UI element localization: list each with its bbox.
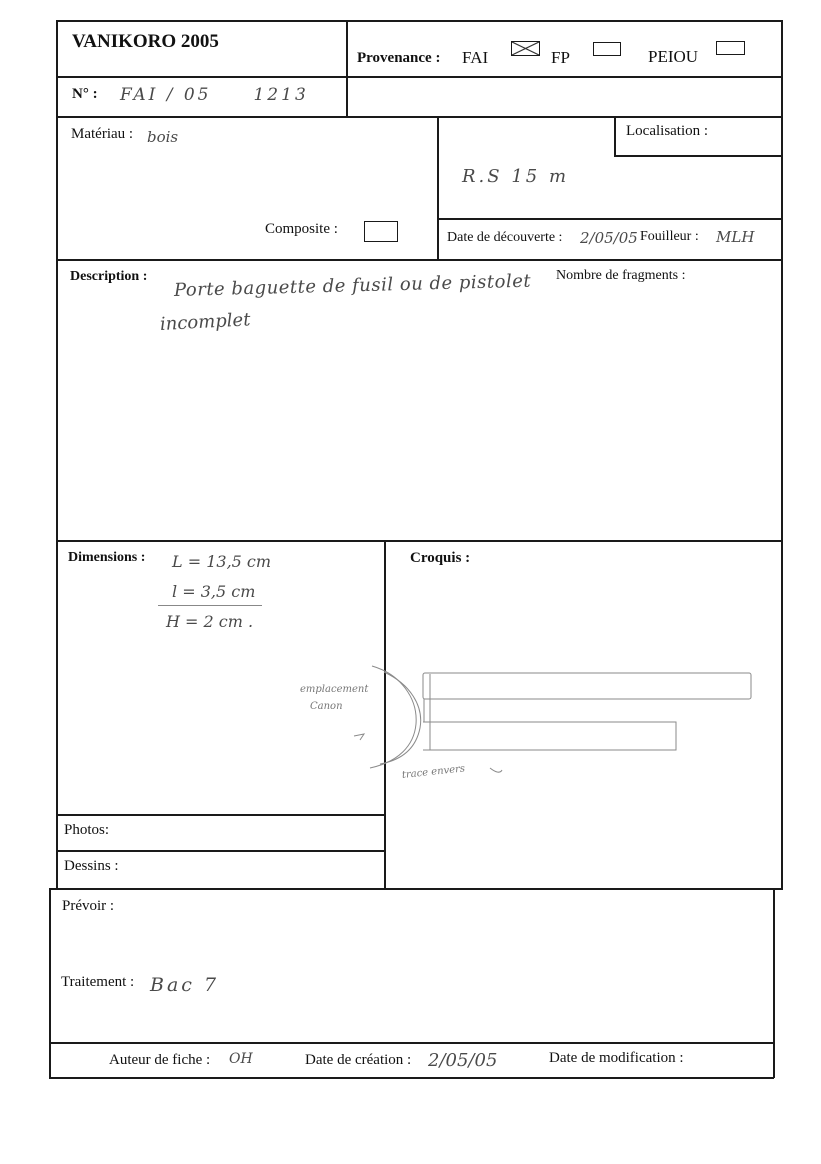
date-row-top: [437, 218, 782, 220]
date-creation-value[interactable]: 2/05/05: [428, 1050, 498, 1071]
form-title: VANIKORO 2005: [72, 31, 219, 52]
photos-top: [56, 814, 385, 816]
fouilleur-value[interactable]: MLH: [716, 228, 755, 246]
croquis-note-trace: trace envers: [401, 763, 466, 781]
loc-box-bottom: [614, 155, 782, 157]
dessins-top: [56, 850, 385, 852]
cross-mark-icon: [512, 42, 539, 55]
frame-right-lower: [773, 888, 775, 1078]
prov-option-peiou: PEIOU: [648, 47, 699, 66]
croquis-label: Croquis :: [410, 550, 471, 566]
prevoir-label: Prévoir :: [62, 898, 115, 914]
row-line-2: [56, 116, 782, 118]
prov-checkbox-fai[interactable]: [511, 41, 540, 56]
prov-checkbox-peiou[interactable]: [716, 41, 745, 55]
materiau-label: Matériau :: [71, 126, 134, 142]
croquis-note-canon: Canon: [310, 701, 343, 712]
provenance-label: Provenance :: [357, 50, 441, 66]
auteur-label: Auteur de fiche :: [109, 1052, 211, 1068]
dimension-length[interactable]: L = 13,5 cm: [172, 552, 272, 571]
prov-option-fai: FAI: [462, 48, 489, 67]
materiau-value[interactable]: bois: [147, 128, 179, 146]
composite-label: Composite :: [265, 221, 338, 237]
dimension-height[interactable]: H = 2 cm .: [166, 612, 254, 631]
auteur-value[interactable]: OH: [229, 1051, 253, 1067]
localisation-label: Localisation :: [626, 123, 709, 139]
section-line-3: [56, 259, 782, 261]
dessins-label: Dessins :: [64, 858, 119, 874]
frame-left-lower: [49, 888, 51, 1078]
frame-bottom: [49, 1077, 774, 1079]
prov-checkbox-fp[interactable]: [593, 42, 621, 56]
description-line-1[interactable]: Porte baguette de fusil ou de pistolet: [173, 270, 532, 301]
date-decouverte-value[interactable]: 2/05/05: [580, 229, 638, 247]
frame-left-upper: [56, 20, 58, 890]
dimension-width[interactable]: l = 3,5 cm: [172, 582, 256, 601]
traitement-value[interactable]: Bac 7: [150, 974, 220, 996]
date-creation-label: Date de création :: [305, 1052, 412, 1068]
description-line-2[interactable]: incomplet: [159, 309, 251, 335]
dimension-underline: [158, 605, 262, 606]
description-label: Description :: [70, 269, 148, 284]
date-modification-label: Date de modification :: [549, 1050, 684, 1066]
loc-box-left: [614, 116, 616, 156]
section-line-5: [49, 888, 782, 890]
dimensions-label: Dimensions :: [68, 550, 146, 565]
frame-top: [56, 20, 782, 22]
number-value[interactable]: FAI / 05 1213: [120, 85, 309, 105]
photos-label: Photos:: [64, 822, 110, 838]
number-label: N° :: [72, 86, 98, 102]
prov-option-fp: FP: [551, 48, 570, 67]
croquis-note-emplacement: emplacement: [300, 684, 369, 695]
frame-right-upper: [781, 20, 783, 890]
date-decouverte-label: Date de découverte :: [447, 230, 563, 245]
composite-checkbox[interactable]: [364, 221, 398, 242]
nombre-fragments-label: Nombre de fragments :: [556, 268, 686, 283]
section-line-4: [56, 540, 782, 542]
row-line-1: [56, 76, 782, 78]
footer-top: [49, 1042, 774, 1044]
header-vertical: [346, 20, 348, 117]
fouilleur-label: Fouilleur :: [640, 229, 699, 244]
mat-vertical: [437, 116, 439, 260]
traitement-label: Traitement :: [61, 974, 135, 990]
localisation-value[interactable]: R.S 15 m: [462, 166, 570, 187]
